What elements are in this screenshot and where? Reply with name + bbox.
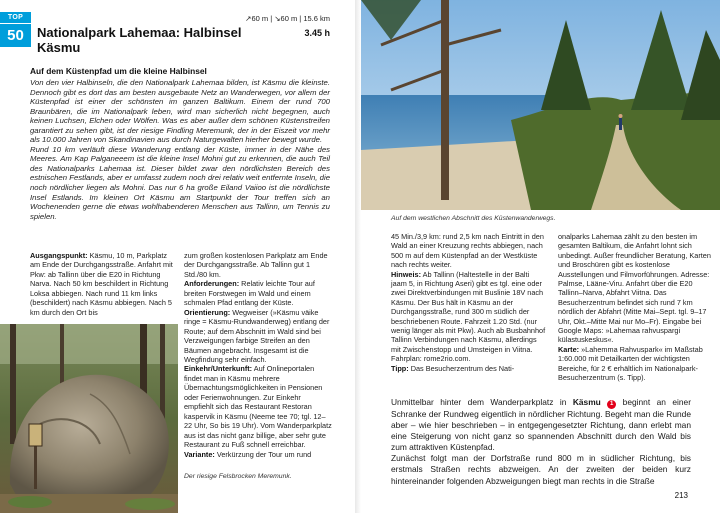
info-text: 45 Min./3,9 km: rund 2,5 km nach Eintritt in den Wald an einer Kreuzung rechts abbiegen, nach 500 m auf dem Küstenpfad an der Westküste nach rechts weiter. [391, 232, 544, 270]
right-page [361, 0, 720, 513]
info-text: zum großen kostenlosen Parkplatz am Ende der Durchgangsstraße. Ab Tallinn gut 1 Std./80 km. [184, 251, 328, 279]
page-title [37, 25, 277, 55]
tour-duration: 3.45 h [304, 28, 330, 38]
info-label: Karte: [558, 344, 580, 354]
info-label: Anforderungen: [184, 279, 240, 289]
waypoint-marker: 1 [607, 400, 616, 409]
tour-number: 50 [0, 23, 31, 47]
info-label: Variante: [184, 449, 215, 459]
info-label: Hinweis: [391, 269, 422, 279]
info-block [391, 232, 546, 270]
info-text: Ab Tallinn (Haltestelle in der Balti jaam 5, in Richtung Aseri) gibt es tgl. eine oder zwei Direktverbindungen mit Buslinie 18V nach Käsmu. Der Bus hält in Käsmu an der Durchgangsstraße, rund 300 m südlich der beschriebenen Route. Fahrzeit 1.20 Std. (nur wenig länger als mit Pkw). Auch ab Busbahnhof Tallinn Verbindungen nach Käsmu, allerdings mit Zwischenstopp und Umsteigen in Viitna. Fahrplan: rome2rio.com. [391, 269, 546, 364]
info-text: Das Besucherzentrum des Nati- [408, 363, 515, 373]
route-text-start: Unmittelbar hinter dem Wanderparkplatz in [391, 397, 573, 407]
info-label: Ausgangspunkt: [30, 251, 88, 260]
tour-stats: ↗60 m | ↘60 m | 15.6 km [245, 14, 330, 23]
info-block [184, 308, 332, 365]
info-column-3 [391, 232, 546, 373]
boulder-caption: Der riesige Felsbrocken Meremunk. [184, 473, 292, 480]
info-block [558, 345, 714, 383]
left-page [0, 0, 355, 513]
coast-photo [361, 0, 720, 210]
info-column-4 [558, 232, 714, 383]
info-column-1 [30, 251, 176, 317]
info-label: Tipp: [391, 363, 409, 373]
info-block [391, 270, 546, 364]
info-text: Käsmu, 10 m, Parkplatz am Ende der Durchgangsstraße. Anfahrt mit Pkw: ab Tallinn über die E20 in Richtung Narva. Nach 50 km beschildert in Richtung Loksa abbiegen. Nach rund 11 km links (beschildert) nach Käsmu abbiegen. Nach 5 km durch den Ort bis [30, 251, 173, 317]
section-subheading: Auf dem Küstenpfad um die kleine Halbinsel [30, 66, 207, 76]
place-name: Käsmu [572, 397, 601, 407]
tour-badge [0, 12, 31, 47]
coastal-trail-image [361, 0, 720, 210]
info-block [184, 279, 332, 307]
route-description [391, 397, 691, 487]
info-block [184, 364, 332, 449]
info-text: Auf Onlineportalen findet man in Käsmu mehrere Übernachtungsmöglichkeiten in Pensionen oder Ferienwohnungen. Zur Einkehr empfiehlt sich das Restaurant Restoran kaspervik in Käsmu (Neeme tee 70; tgl. 12–22 Uhr, So bis 19 Uhr). Vom Wanderparkplatz aus ist das nicht ganz billige, aber sehr gute Restaurant zu Fuß schnell erreichbar. [184, 364, 332, 450]
intro-paragraph: Von den vier Halbinseln, die den Nationalpark Lahemaa bilden, ist Käsmu die kleinste. Dennoch gibt es dort das am besten ausgebaute Netz an Wanderwegen, vor allem der Küstenpfad ist einer der schönsten im ganzen Baltikum. Einem der rund 700 Braunbären, die im Nationalpark leben, wird man sicherlich nicht begegnen, auch keinen Luchsen, Elchen oder Wölfen. Was es aber außer dem schönen Küstenstreifen garantiert zu sehen gibt, ist der riesige Findling Meremunk, der in der Eiszeit vor mehr als 10.000 Jahren von Skandinavien aus durch Naturgewalten hierher bewegt wurde. Rund 10 km verläuft diese Wanderung entlang der Küste, immer in der Nähe des Meeres. Am Kap Palganeeem ist die kleine Insel Mohni gut zu erkennen, die auch Teil des Nationalparks Lahemaa ist. Dieser bildet zwar den nördlichsten Bereich des estnischen Festlands, aber er umfasst zudem noch drei relativ weit entfernte Inseln, die noch nördlicher liegen als Mohni. Das nur 6 ha große Eiland Vaiioo ist die nördlichste Insel Estlands. Im kleinen Ort Käsmu am Startpunkt der Tour treffen sich an Wochenenden gerne die etwas wohlhabenderen Menschen aus Tallinn, um Tennis zu spielen. [30, 78, 330, 221]
page-number: 213 [674, 491, 688, 500]
info-text: onalparks Lahemaa zählt zu den besten im gesamten Baltikum, die Anfahrt lohnt sich unbedingt. Außer freundlicher Beratung, Karten und Broschüren gibt es kostenlose Ausstellungen und Filmvorführungen. Adresse: Palmse, Lääne-Viru. Anfahrt über die E20 Tallinn–Narva, Abfahrt Viitna. Das Besucherzentrum befindet sich rund 7 km nördlich der Abfahrt (Mitte Mai–Sept. tgl. 9–17 Uhr, Okt.–Mitte Mai nur Mo–Fr). Eingabe bei Google Maps: »Lahemaa rahvuspargi külastuskeskus«. [558, 232, 711, 345]
info-block [184, 450, 332, 459]
route-text-continued: beginnt an einer Schranke der Rundweg eigentlich in nördlicher Richtung. Begeht man die Runde aber – wie hier beschrieben – in entgegengesetzter Richtung, dann erlebt man eine Steigerung von nicht ganz so spannenden Abschnitt durch den Wald bis zum attraktiven Küstenpfad. Zunächst folgt man der Dorfstraße rund 800 m in südlicher Richtung, bis erstmals Straßen rechts abzweigen. An der zweiten der beiden kurz hintereinander folgenden Abzweigungen biegt man rechts in die Straße [391, 397, 691, 486]
boulder-photo [0, 324, 178, 513]
info-text: »Lahemma Rahvuspark« im Maßstab 1:60.000 mit Detailkarten der wichtigsten Bereiche, für 2 € erhältlich im Nationalpark-Besucherzentrum (s. Tipp). [558, 344, 703, 383]
info-label: Einkehr/Unterkunft: [184, 364, 253, 374]
info-block [391, 364, 546, 373]
info-text: Verkürzung der Tour um rund [214, 449, 312, 459]
info-text: Wegweiser (»Käsmu väike ringe = Käsmu-Rundwanderweg) entlang der Route; auf dem Abschnitt im Wald sind bei Verzweigungen farbige Streifen an den Bäumen angebracht. Insgesamt ist die Wegfindung sehr einfach. [184, 307, 330, 364]
info-text: Relativ leichte Tour auf breiten Forstwegen im Wald und einem schmalen Pfad entlang der Küste. [184, 279, 315, 308]
info-label: Orientierung: [184, 307, 231, 317]
info-column-2 [184, 251, 332, 459]
coast-caption: Auf dem westlichen Abschnitt des Küstenwanderwegs. [391, 215, 556, 222]
meremunk-boulder-image [0, 324, 178, 513]
info-block [184, 251, 332, 279]
title-line-2: Käsmu [37, 40, 81, 55]
info-block [558, 232, 714, 345]
info-block [30, 251, 176, 317]
title-line-1: Nationalpark Lahemaa: Halbinsel [37, 25, 242, 40]
top-label: TOP [0, 12, 31, 23]
